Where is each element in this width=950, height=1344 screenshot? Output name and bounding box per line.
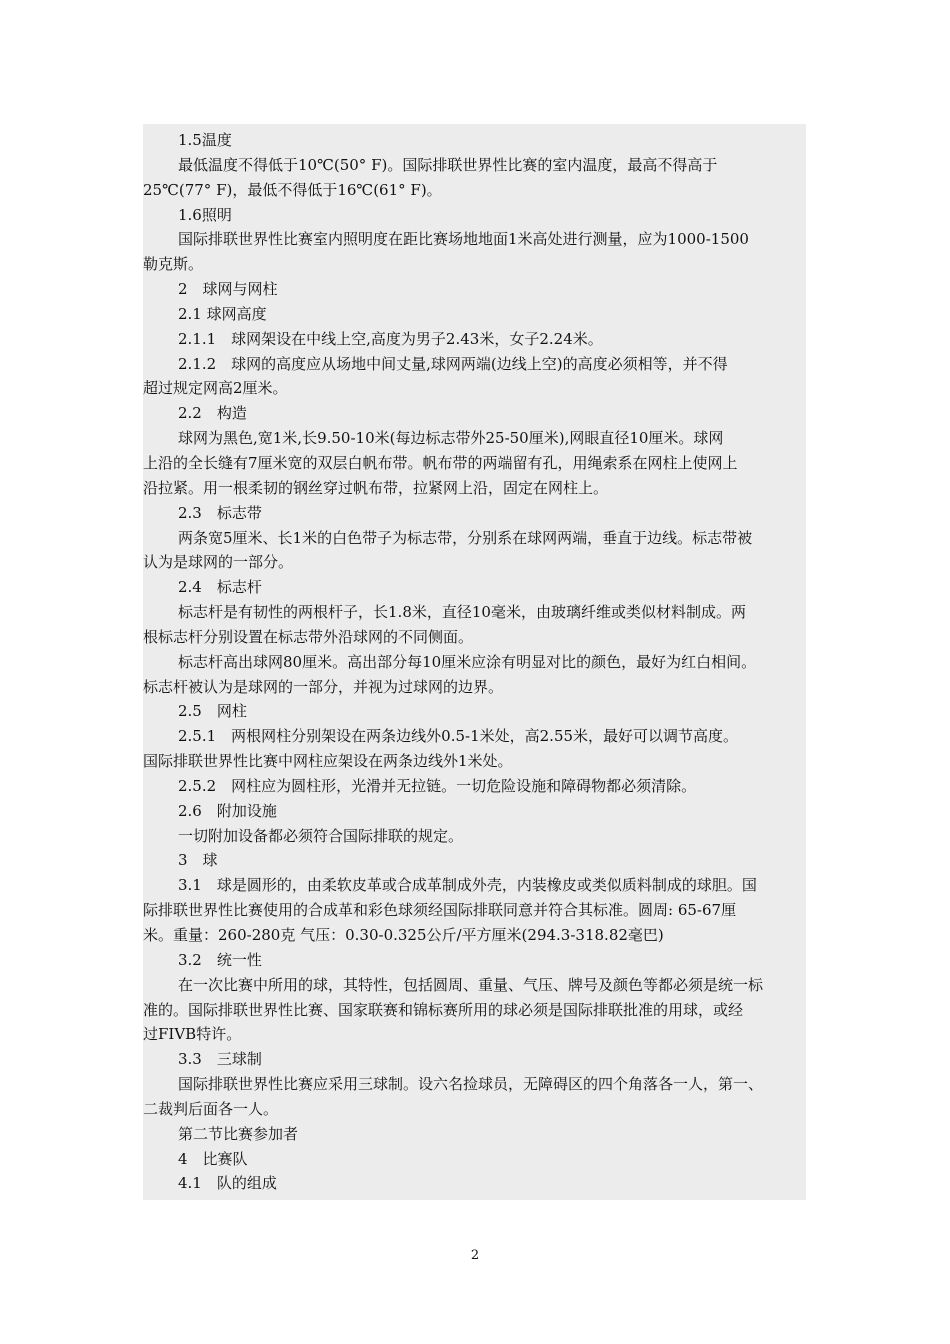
text-line: 2.6 附加设施: [178, 801, 277, 820]
text-line: 2.5.2 网柱应为圆柱形，光滑并无拉链。一切危险设施和障碍物都必须清除。: [178, 776, 697, 795]
text-line: 一切附加设备都必须符合国际排联的规定。: [178, 826, 464, 845]
text-line: 3 球: [178, 851, 218, 870]
text-line: 最低温度不得低于10℃(50° F)。国际排联世界性比赛的室内温度，最高不得高于: [178, 155, 718, 174]
text-line: 2.4 标志杆: [178, 578, 262, 597]
text-line: 2.2 构造: [178, 404, 247, 423]
text-line: 球网为黑色,宽1米,长9.50-10米(每边标志带外25-50厘米),网眼直径10厘米。球网: [178, 429, 724, 448]
text-line: 2.1.1 球网架设在中线上空,高度为男子2.43米，女子2.24米。: [178, 329, 603, 348]
text-line: 2.5 网柱: [178, 702, 247, 721]
text-line: 3.3 三球制: [178, 1050, 262, 1069]
text-line: 准的。国际排联世界性比赛、国家联赛和锦标赛所用的球必须是国际排联批准的用球，或经: [143, 1000, 744, 1019]
text-line: 2.1 球网高度: [178, 304, 267, 323]
document-body: [143, 124, 806, 1200]
text-line: 国际排联世界性比赛室内照明度在距比赛场地地面1米高处进行测量，应为1000-1500: [178, 230, 749, 249]
text-line: 标志杆被认为是球网的一部分，并视为过球网的边界。: [143, 677, 504, 696]
text-line: 际排联世界性比赛使用的合成革和彩色球须经国际排联同意并符合其标准。圆周: 65-67厘: [143, 901, 737, 920]
text-line: 两条宽5厘米、长1米的白色带子为标志带，分别系在球网两端，垂直于边线。标志带被: [178, 528, 753, 547]
text-line: 米。重量：260-280克 气压：0.30-0.325公斤/平方厘米(294.3-318.82毫巴): [143, 926, 664, 944]
text-line: 2.5.1 两根网柱分别架设在两条边线外0.5-1米处，高2.55米，最好可以调节高度。: [178, 727, 739, 746]
text-line: 25℃(77° F)，最低不得低于16℃(61° F)。: [143, 180, 442, 199]
text-line: 第二节比赛参加者: [178, 1124, 299, 1143]
text-line: 根标志杆分别设置在标志带外沿球网的不同侧面。: [143, 627, 474, 646]
text-line: 沿拉紧。用一根柔韧的钢丝穿过帆布带，拉紧网上沿，固定在网柱上。: [143, 478, 609, 497]
text-line: 4 比赛队: [178, 1149, 248, 1168]
text-line: 2.3 标志带: [178, 503, 262, 522]
page-number: 2: [470, 1248, 480, 1263]
text-line: 勒克斯。: [143, 255, 204, 274]
text-line: 2.1.2 球网的高度应从场地中间丈量,球网两端(边线上空)的高度必须相等，并不得: [178, 354, 728, 373]
text-line: 4.1 队的组成: [178, 1174, 277, 1193]
text-line: 认为是球网的一部分。: [143, 553, 294, 572]
text-line: 二裁判后面各一人。: [143, 1099, 279, 1118]
text-line: 国际排联世界性比赛中网柱应架设在两条边线外1米处。: [143, 752, 513, 771]
text-line: 国际排联世界性比赛应采用三球制。设六名捡球员，无障碍区的四个角落各一人，第一、: [178, 1075, 764, 1094]
text-line: 标志杆是有韧性的两根杆子，长1.8米，直径10毫米，由玻璃纤维或类似材料制成。两: [178, 603, 746, 622]
text-line: 1.6照明: [178, 205, 232, 224]
text-line: 上沿的全长缝有7厘米宽的双层白帆布带。帆布带的两端留有孔，用绳索系在网柱上使网上: [143, 453, 738, 472]
text-line: 在一次比赛中所用的球，其特性，包括圆周、重量、气压、牌号及颜色等都必须是统一标: [178, 975, 764, 994]
text-line: 3.2 统一性: [178, 950, 262, 969]
text-line: 2 球网与网柱: [178, 280, 278, 299]
text-line: 3.1 球是圆形的，由柔软皮革或合成革制成外壳，内装橡皮或类似质料制成的球胆。国: [178, 876, 757, 895]
text-line: 过FIVB特许。: [143, 1025, 242, 1044]
text-line: 标志杆高出球网80厘米。高出部分每10厘米应涂有明显对比的颜色，最好为红白相间。: [178, 652, 757, 671]
text-line: 超过规定网高2厘米。: [143, 379, 288, 398]
text-line: 1.5温度: [178, 131, 232, 149]
